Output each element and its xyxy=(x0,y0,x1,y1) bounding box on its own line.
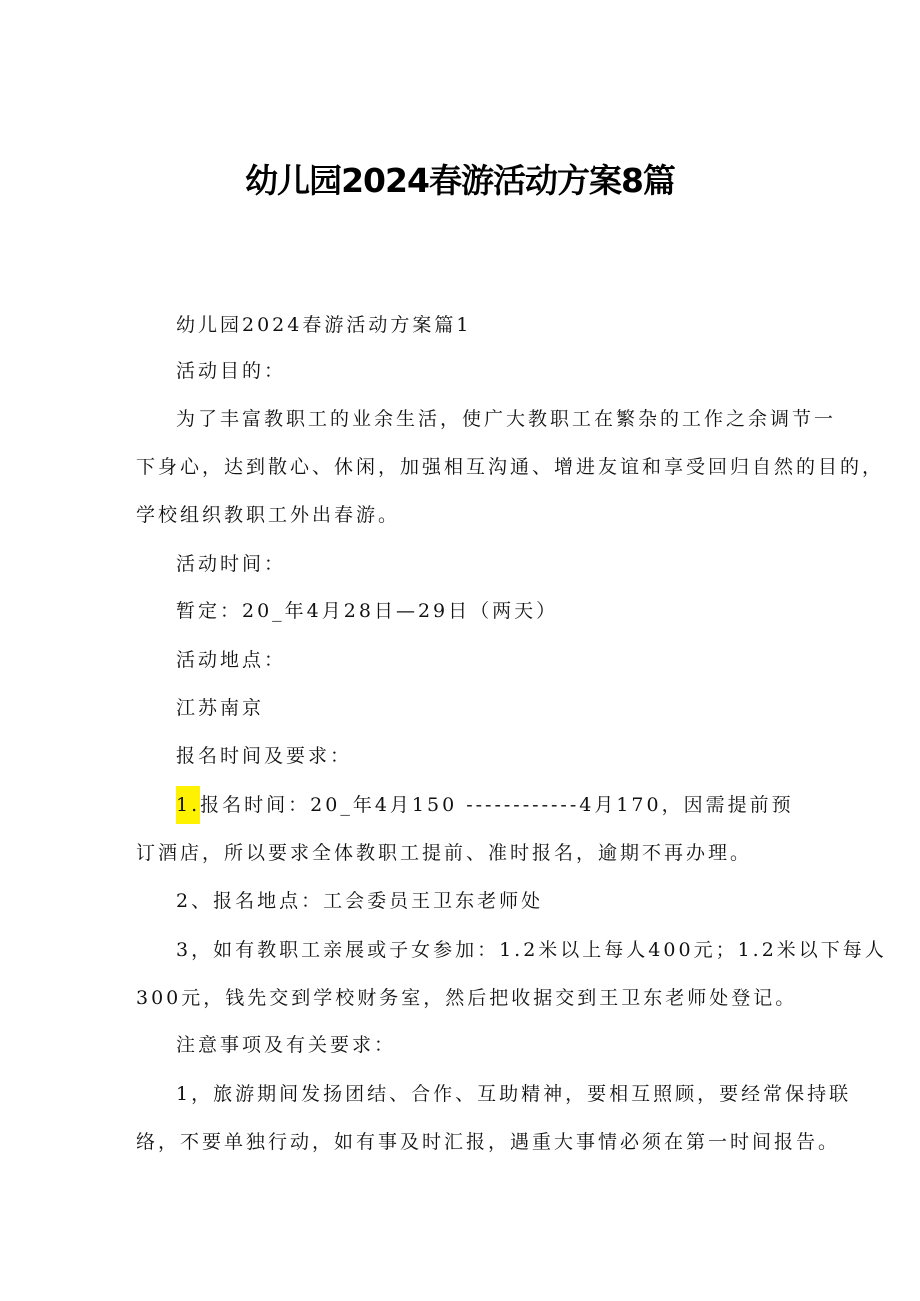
paragraph-line: 注意事项及有关要求： xyxy=(176,1034,397,1056)
paragraph-line: 学校组织教职工外出春游。 xyxy=(136,504,401,526)
paragraph-line: 活动地点： xyxy=(176,649,287,671)
paragraph-line: 300元，钱先交到学校财务室，然后把收据交到王卫东老师处登记。 xyxy=(136,987,798,1009)
paragraph-line: 江苏南京 xyxy=(176,697,265,719)
highlighted-number: 1. xyxy=(176,786,200,824)
paragraph-line: 活动目的： xyxy=(176,360,287,382)
paragraph-line: 3，如有教职工亲展或子女参加：1.2米以上每人400元；1.2米以下每人 xyxy=(176,939,887,961)
document-title: 幼儿园2024春游活动方案8篇 xyxy=(245,161,675,200)
paragraph-line: 2、报名地点：工会委员王卫东老师处 xyxy=(176,890,544,912)
paragraph-line: 活动时间： xyxy=(176,553,287,575)
paragraph-line: 订酒店，所以要求全体教职工提前、准时报名，逾期不再办理。 xyxy=(136,842,753,864)
paragraph-line xyxy=(176,786,836,824)
paragraph-line: 1，旅游期间发扬团结、合作、互助精神，要相互照顾，要经常保持联 xyxy=(176,1083,852,1105)
paragraph-line: 下身心，达到散心、休闲，加强相互沟通、增进友谊和享受回归自然的目的， xyxy=(136,456,885,478)
paragraph-line: 暂定：20_年4月28日—29日（两天） xyxy=(176,600,559,622)
section-heading: 幼儿园2024春游活动方案篇1 xyxy=(176,314,472,336)
paragraph-line: 报名时间及要求： xyxy=(176,745,353,767)
paragraph-line: 为了丰富教职工的业余生活，使广大教职工在繁杂的工作之余调节一 xyxy=(176,408,837,430)
paragraph-line: 络，不要单独行动，如有事及时汇报，遇重大事情必须在第一时间报告。 xyxy=(136,1131,841,1153)
paragraph-text: 报名时间：20_年4月150 ------------4月170，因需提前预 xyxy=(200,794,794,816)
